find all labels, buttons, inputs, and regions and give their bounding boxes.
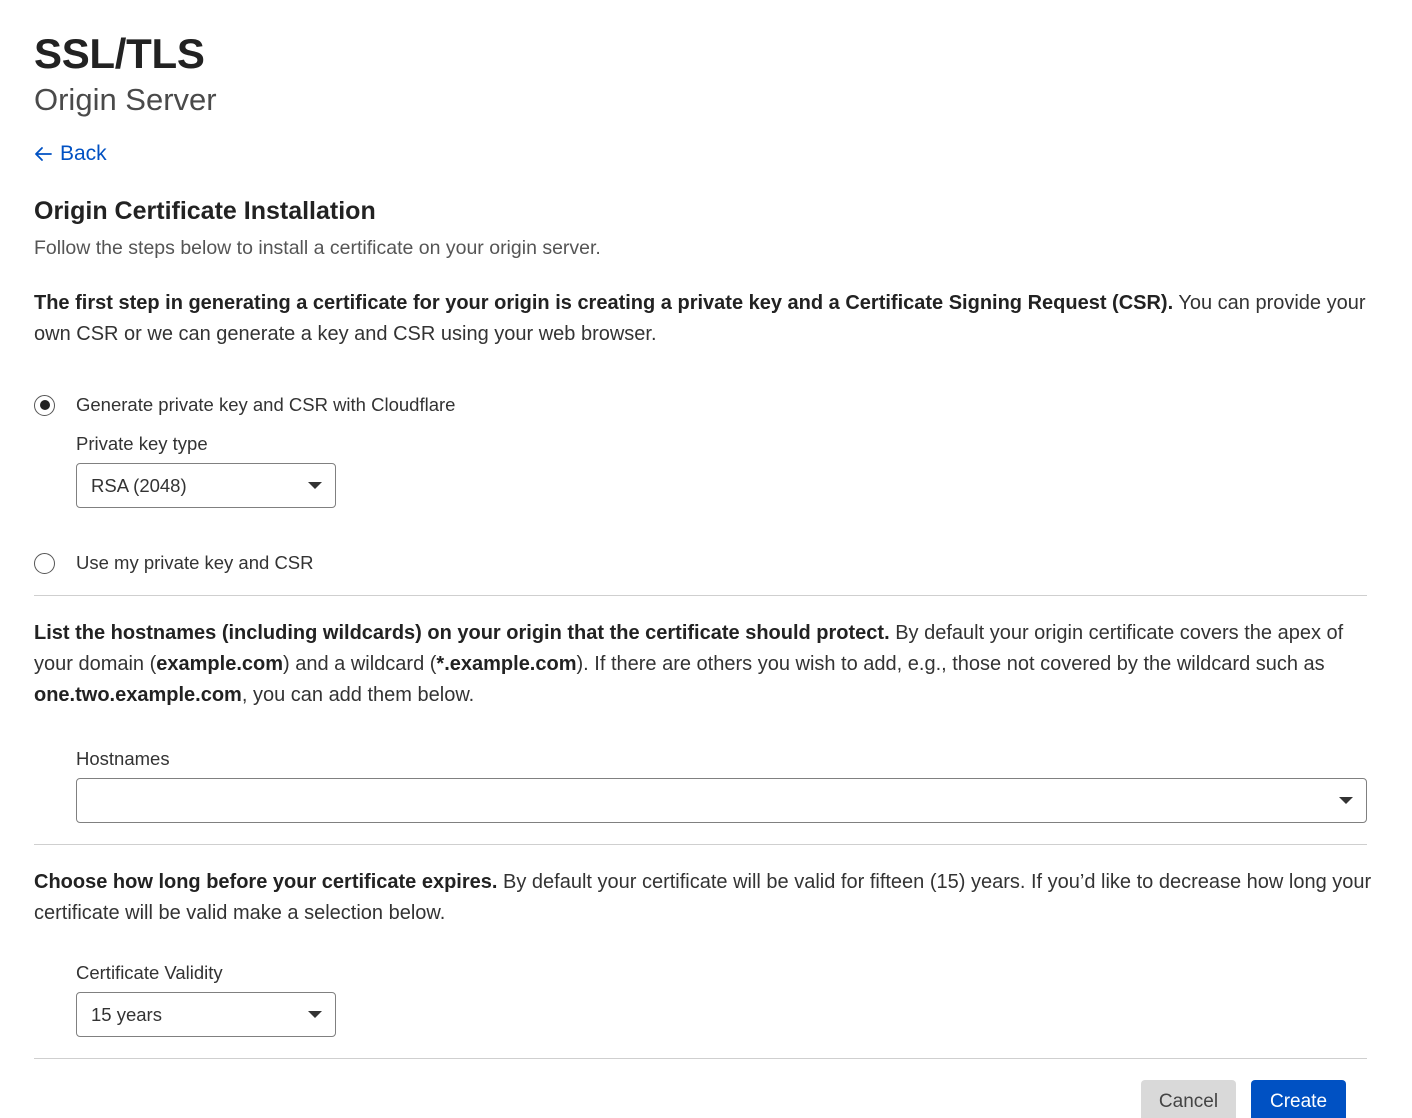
hostnames-intro-part1: By default your origin certificate covers the apex of your domain ( xyxy=(34,622,1344,675)
hostnames-intro-bold: List the hostnames (including wildcards) on your origin that the certificate should protect. xyxy=(34,622,890,644)
private-key-type-value: RSA (2048) xyxy=(91,474,187,496)
radio-own-csr-label: Use my private key and CSR xyxy=(76,552,314,573)
divider xyxy=(34,1058,1367,1059)
other-hostname-example: one.two.example.com xyxy=(34,684,242,706)
back-link[interactable] xyxy=(34,142,107,166)
hostnames-intro-part2: ) and a wildcard ( xyxy=(283,653,437,675)
radio-generate-csr-control[interactable] xyxy=(34,395,55,416)
key-step-intro xyxy=(34,288,1374,350)
page-subtitle: Origin Server xyxy=(34,82,217,117)
hostnames-intro-part3: ). If there are others you wish to add, e.g., those not covered by the wildcard such as xyxy=(576,653,1325,675)
divider xyxy=(34,844,1367,845)
section-title: Origin Certificate Installation xyxy=(34,197,376,225)
hostnames-input[interactable] xyxy=(76,778,1367,823)
validity-step-intro xyxy=(34,867,1374,929)
cancel-button[interactable]: Cancel xyxy=(1141,1080,1236,1118)
private-key-type-select[interactable] xyxy=(76,463,336,508)
create-button[interactable]: Create xyxy=(1251,1080,1346,1118)
radio-generate-csr[interactable] xyxy=(34,394,1378,416)
hostnames-label: Hostnames xyxy=(76,748,170,769)
apex-example: example.com xyxy=(156,653,284,675)
caret-down-icon xyxy=(308,1011,322,1018)
back-label: Back xyxy=(60,142,107,165)
wildcard-example: *.example.com xyxy=(436,653,577,675)
form-footer xyxy=(34,1080,1346,1118)
hostnames-step-intro xyxy=(34,618,1374,711)
radio-own-csr[interactable] xyxy=(34,552,1378,574)
caret-down-icon xyxy=(1339,797,1353,804)
radio-generate-csr-label: Generate private key and CSR with Cloudflare xyxy=(76,394,456,415)
arrow-left-icon xyxy=(34,146,52,162)
page-title: SSL/TLS xyxy=(34,30,205,77)
certificate-validity-select[interactable] xyxy=(76,992,336,1037)
certificate-validity-label: Certificate Validity xyxy=(76,962,223,983)
section-description: Follow the steps below to install a certificate on your origin server. xyxy=(34,237,601,259)
caret-down-icon xyxy=(308,482,322,489)
validity-intro-rest: By default your certificate will be valid for fifteen (15) years. If you’d like to decrease how long your certificate will be valid make a selection below. xyxy=(34,871,1372,924)
private-key-type-label: Private key type xyxy=(76,433,208,454)
radio-own-csr-control[interactable] xyxy=(34,553,55,574)
hostnames-intro-part4: , you can add them below. xyxy=(241,684,475,706)
key-step-intro-rest: You can provide your own CSR or we can generate a key and CSR using your web browser. xyxy=(34,292,1366,345)
validity-intro-bold: Choose how long before your certificate expires. xyxy=(34,871,498,893)
divider xyxy=(34,595,1367,596)
key-step-intro-bold: The first step in generating a certificate for your origin is creating a private key and a Certificate Signing Request (CSR). xyxy=(34,292,1174,314)
certificate-validity-value: 15 years xyxy=(91,1003,162,1025)
